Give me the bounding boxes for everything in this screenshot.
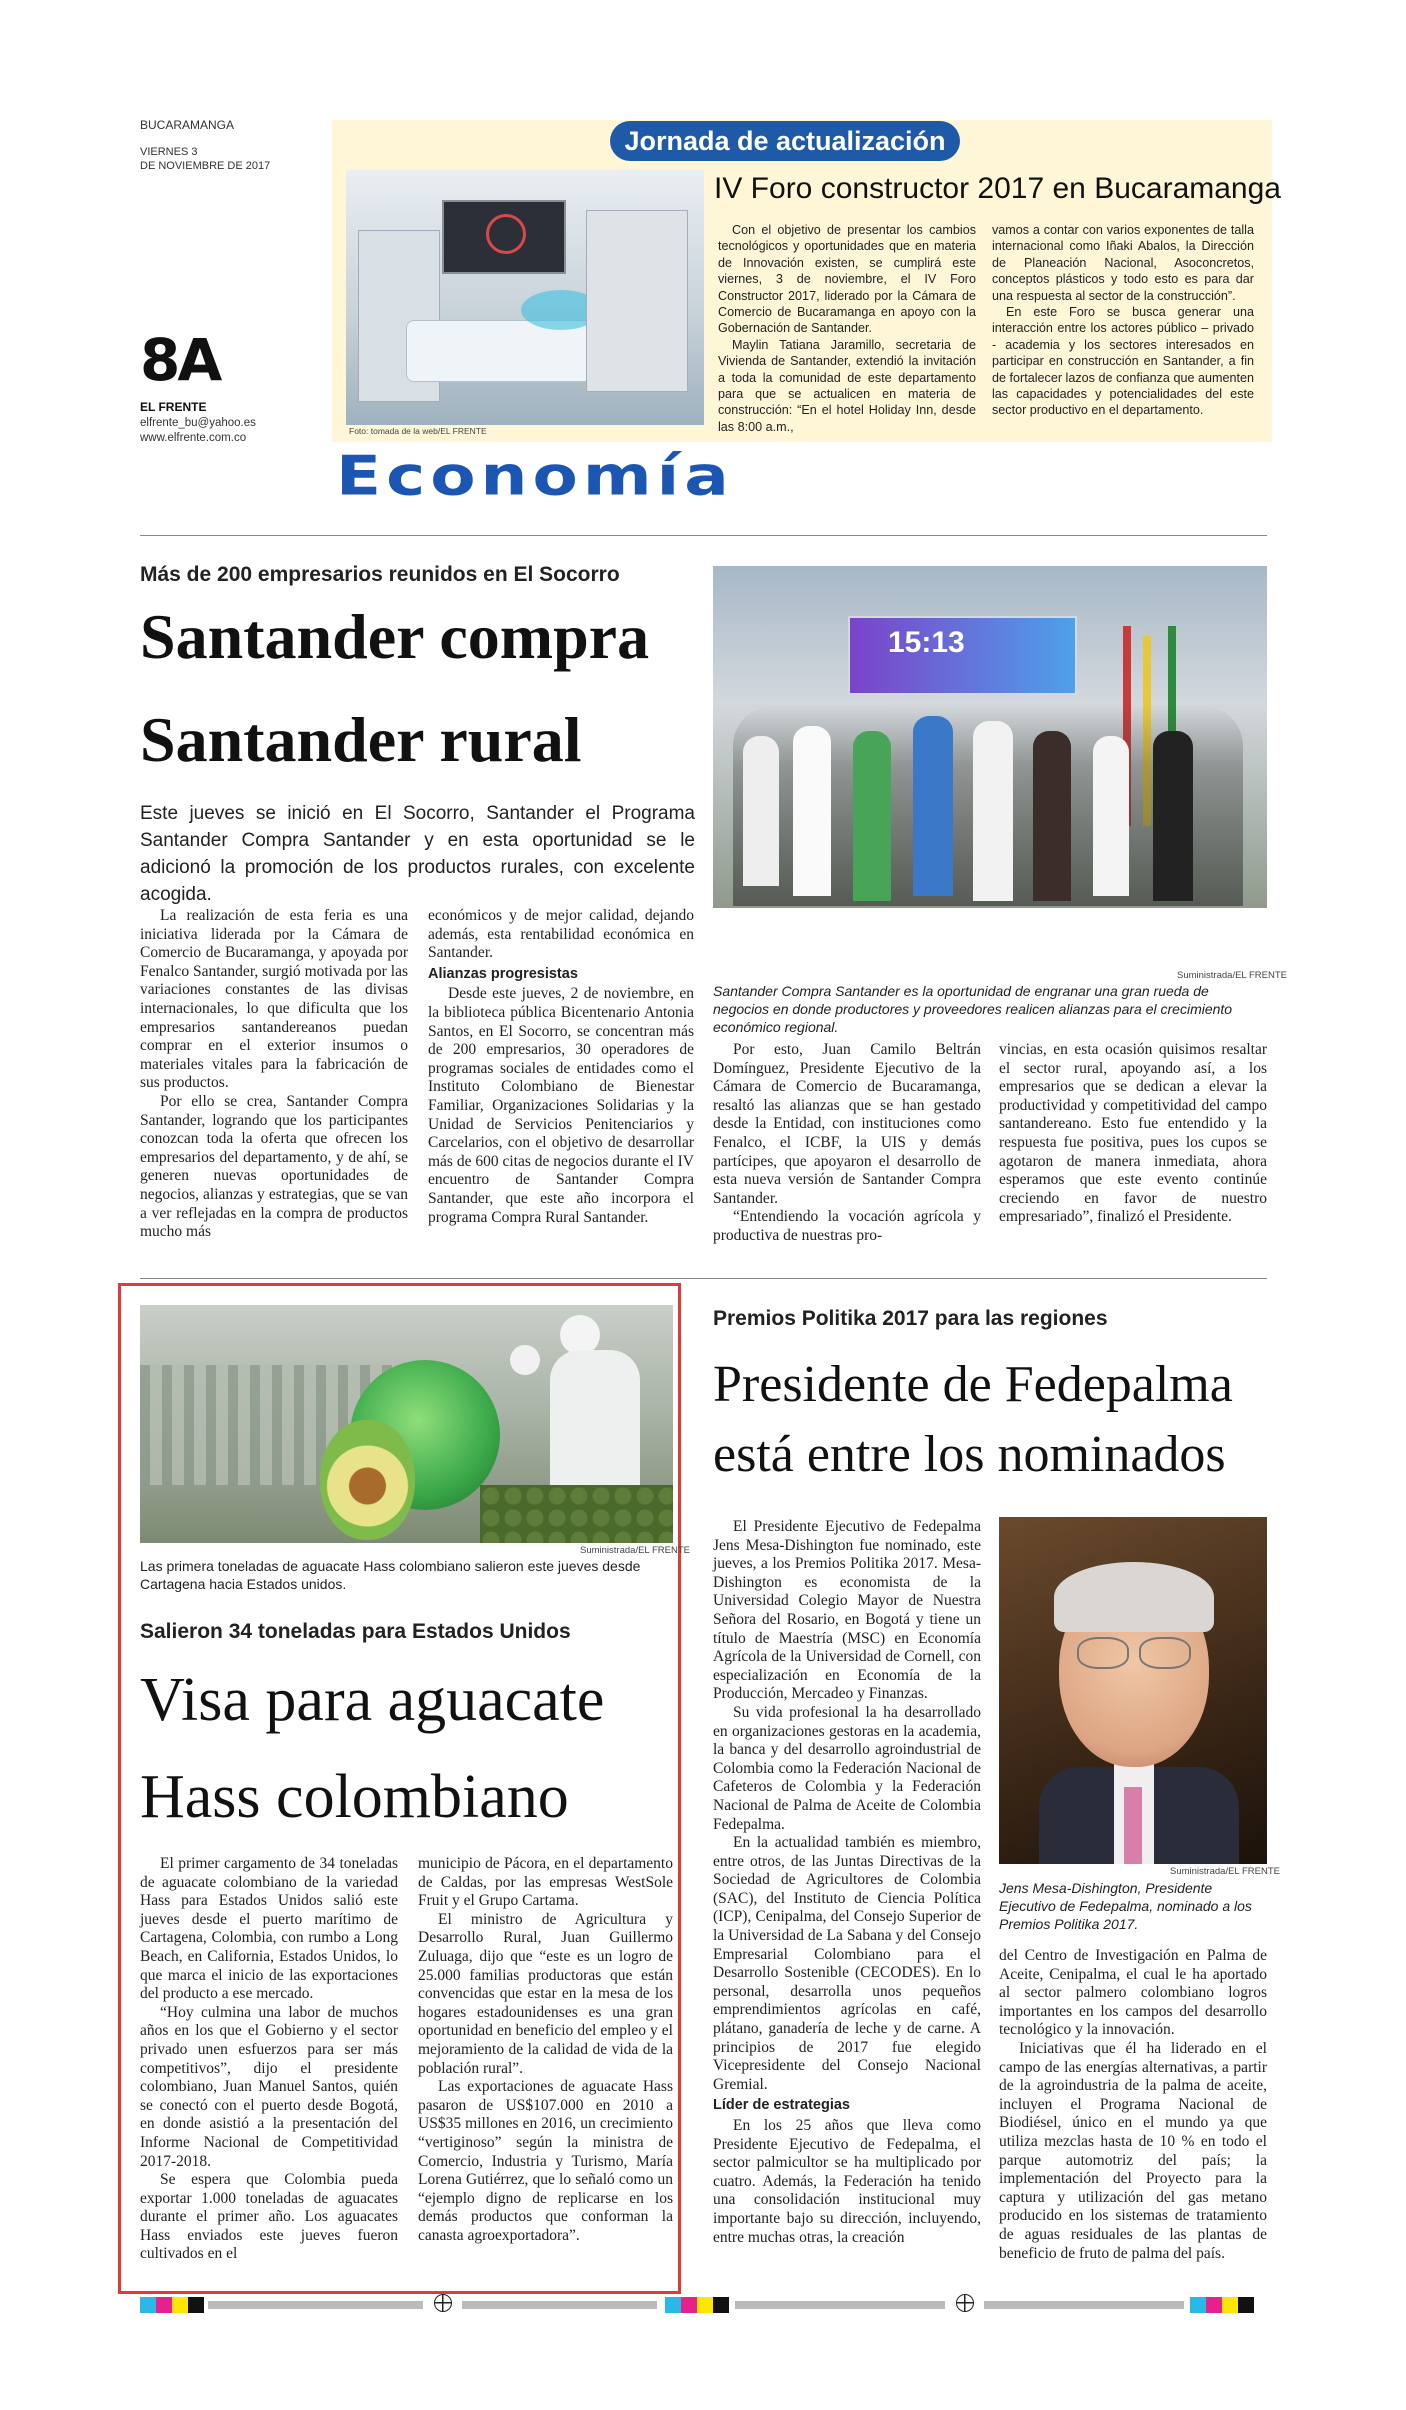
article1-col-4-p1: vincias, en esta ocasión quisimos resaltar el sector rural, apoyando así, a los empresarios que se dedican a elevar la productividad y competitividad del campo santandereano. Esto fue entendido y la respuesta fue positiva, pues los cupos se agotaron de manera inmediata, ahora esperamos que este evento continúe creciendo en favor de nuestro empresariado”, finalizó el Presidente. bbox=[999, 1041, 1267, 1226]
promo-photo-kitchen bbox=[346, 170, 704, 425]
promo-title: IV Foro constructor 2017 en Bucaramanga bbox=[714, 172, 1281, 205]
page-number: 8A bbox=[140, 326, 220, 394]
promo-photo-credit: Foto: tomada de la web/EL FRENTE bbox=[349, 426, 487, 436]
masthead-date: DE NOVIEMBRE DE 2017 bbox=[140, 160, 271, 172]
article1-photo-group bbox=[713, 566, 1267, 908]
article3-col-2-p1: del Centro de Investigación en Palma de Aceite, Cenipalma, el cual le ha aportado al sector palmero colombiano logros importantes en los campos del desarrollo tecnológico y la innovación. bbox=[999, 1947, 1267, 2039]
section-rule bbox=[140, 535, 1267, 536]
paper-email[interactable]: elfrente_bu@yahoo.es bbox=[140, 417, 256, 429]
article3-col-1-p4: En los 25 años que lleva como Presidente Ejecutivo de Fedepalma, el sector palmicultor se ha multiplicado por cuatro. Además, la Federación ha tenido una consolidación institucional muy importante bajo su dirección, incluyendo, entre muchas otras, la creación bbox=[713, 2117, 981, 2246]
article2-headline-1: Visa para aguacate bbox=[140, 1666, 605, 1734]
article1-lead: Este jueves se inició en El Socorro, Santander el Programa Santander Compra Santander y en esta oportunidad se le adicionó la promoción de los productos rurales, con excelente acogida. bbox=[140, 803, 695, 905]
article2-col-1-p1: El primer cargamento de 34 toneladas de aguacate colombiano de la variedad Hass para Estados Unidos salió este jueves desde el puerto marítimo de Cartagena, Colombia, con rumbo a Long Beach, en California, Estados Unidos, lo que marca el inicio de las exportaciones del producto a ese mercado. bbox=[140, 1855, 398, 2003]
article2-photo-credit: Suministrada/EL FRENTE bbox=[580, 1545, 690, 1556]
promo-col-1 bbox=[718, 222, 976, 435]
article1-col-1 bbox=[140, 907, 408, 1242]
article1-col-2-p1: Desde este jueves, 2 de noviembre, en la biblioteca pública Bicentenario Antonia Santos, en El Socorro, se concentran más de 200 empresarios, 30 operadores de programas sociales de entidades como el Instituto Colombiano de Bienestar Familiar, Organizaciones Solidarias y la Unidad de Servicios Penitenciarios y Carcelarios, con el objetivo de desarrollar más de 600 citas de negocios durante el IV encuentro de Santander Compra Santander, que este año incorpora el programa Compra Rural Santander. bbox=[428, 985, 694, 1226]
promo-col-2-p1: vamos a contar con varios exponentes de talla internacional como Iñaki Abalos, la Dirección de Planeación Nacional, Asoconcretos, conceptos plásticos y todo esto es para dar una respuesta al sector de la construcción”. bbox=[992, 223, 1254, 303]
article2-photo-avocado bbox=[140, 1305, 673, 1543]
article1-caption: Santander Compra Santander es la oportunidad de engranar una gran rueda de negocios en donde productores y proveedores realicen alianzas para el crecimiento económico regional. bbox=[713, 983, 1233, 1035]
article2-col-2-p3: Las exportaciones de aguacate Hass pasaron de US$107.000 en 2010 a US$35 millones en 2016, un crecimiento “vertiginoso” según la ministra de Comercio, Industria y Turismo, María Lorena Gutiérrez, que lo señaló como un “ejemplo digno de replicarse en los demás productos que conforman la canasta agroexportadora”. bbox=[418, 2078, 673, 2244]
registration-bar-left bbox=[208, 2301, 423, 2309]
article3-subhead: Líder de estrategias bbox=[713, 2097, 850, 2114]
registration-bar-right bbox=[984, 2301, 1184, 2309]
article3-kicker: Premios Politika 2017 para las regiones bbox=[713, 1307, 1108, 1330]
article1-col-2-p0: económicos y de mejor calidad, dejando además, esta rentabilidad económica en Santander. bbox=[428, 907, 694, 962]
article2-col-2 bbox=[418, 1855, 673, 2245]
registration-crosshair-right-icon bbox=[956, 2294, 974, 2312]
article1-headline-1: Santander compra bbox=[140, 601, 650, 672]
article3-caption: Jens Mesa-Dishington, Presidente Ejecutivo de Fedepalma, nominado a los Premios Politika 2017. bbox=[999, 1880, 1252, 1932]
registration-crosshair-left-icon bbox=[434, 2294, 452, 2312]
article3-col-2 bbox=[999, 1947, 1267, 2263]
article1-col-3-p1: Por esto, Juan Camilo Beltrán Domínguez, Presidente Ejecutivo de la Cámara de Comercio de Bucaramanga, resaltó las alianzas que se han gestado desde la Entidad, con instituciones como Fenalco, el ICBF, la UIS y demás partícipes, que apoyaron el desarrollo de esta nueva versión de Santander Compra Santander. bbox=[713, 1041, 981, 1207]
masthead-day: VIERNES 3 bbox=[140, 146, 198, 158]
article3-col-1-p3: En la actualidad también es miembro, entre otros, de las Juntas Directivas de la Sociedad de Agricultores de Colombia (SAC), del Instituto de Ciencia Política (ICP), Cenipalma, del Consejo Superior de la Universidad de La Sabana y del Consejo Empresarial Colombiano para el Desarrollo Sostenible (CECODES). En lo personal, desarrolla unos pequeños emprendimientos agrícolas en café, plátano, ganadería de leche y de carne. A principios de 2017 fue elegido Vicepresidente del Consejo Nacional Gremial. bbox=[713, 1834, 981, 2093]
article1-headline-2: Santander rural bbox=[140, 704, 582, 775]
article3-col-2-p2: Iniciativas que él ha liderado en el campo de las energías alternativas, a partir de la agroindustria de la palma de aceite, incluyen el Programa Nacional de Biodiésel, único en el mundo ya que utiliza mezclas hasta de 10 % en todo el parque automotriz del país; la implementación del Proyecto para la captura y utilización del gas metano producido en los sistemas de tratamiento de aguas residuales de las plantas de beneficio de fruto de palma del país. bbox=[999, 2039, 1267, 2262]
promo-col-2-p2: En este Foro se busca generar una interacción entre los actores público – privado - academia y los sectores interesados en participar en construcción en Santander, a fin de fortalecer lazos de confianza que aumenten las capacidades y potencialidades del este sector productivo en el departamento. bbox=[992, 305, 1254, 418]
article1-col-1-p2: Por ello se crea, Santander Compra Santander, logrando que los participantes conozcan toda la oferta que ofrecen los empresarios del departamento, y de ahí, se generen nuevas oportunidades de negocios, alianzas y estrategias, que se van a ver reflejadas en la compra de productos mucho más bbox=[140, 1092, 408, 1241]
registration-marks-left bbox=[140, 2297, 204, 2313]
article2-col-1-p2: “Hoy culmina una labor de muchos años en los que el Gobierno y el sector privado unen esfuerzos para ser más competitivos”, dijo el presidente colombiano, Juan Manuel Santos, quién se conectó con el puerto desde Bogotá, en donde asistió a la presentación del Informe Nacional de Competitividad 2017-2018. bbox=[140, 2003, 398, 2170]
article1-bottom-rule bbox=[140, 1278, 1267, 1279]
paper-website[interactable]: www.elfrente.com.co bbox=[140, 432, 247, 444]
article3-headline-2: está entre los nominados bbox=[713, 1426, 1226, 1483]
article2-kicker: Salieron 34 toneladas para Estados Unidos bbox=[140, 1620, 571, 1643]
masthead-city: BUCARAMANGA bbox=[140, 118, 235, 132]
registration-marks-mid bbox=[665, 2297, 729, 2313]
promo-col-1-p1: Con el objetivo de presentar los cambios tecnológicos y oportunidades que en materia de Innovación existen, se cumplirá este viernes, 3 de noviembre, el IV Foro Constructor 2017, liderado por la Cámara de Comercio de Bucaramanga en apoyo con la Gobernación de Santander. bbox=[718, 223, 976, 336]
section-title: Economía bbox=[336, 444, 734, 508]
registration-bar-mid bbox=[462, 2301, 657, 2309]
article2-col-1-p3: Se espera que Colombia pueda exportar 1.000 toneladas de aguacates durante el primer año. Los aguacates Hass enviados este jueves fueron cultivados en el bbox=[140, 2171, 398, 2263]
article2-col-2-p2: El ministro de Agricultura y Desarrollo Rural, Juan Guillermo Zuluaga, dijo que “este es un logro de 25.000 familias productoras que están convencidas que estar en la mesa de los hogares estadounidenses es una gran oportunidad en beneficio del empleo y el mejoramiento de la calidad de vida de la población rural”. bbox=[418, 1910, 673, 2077]
article3-col-1-p2: Su vida profesional la ha desarrollado en organizaciones gestoras en la academia, la banca y del desarrollo agroindustrial de Colombia como la Federación Nacional de Cafeteros de Colombia y la Federación Nacional de Palma de Aceite de Colombia Fedepalma. bbox=[713, 1703, 981, 1833]
article2-headline-2: Hass colombiano bbox=[140, 1763, 569, 1831]
article1-kicker: Más de 200 empresarios reunidos en El Socorro bbox=[140, 563, 620, 586]
article3-headline-1: Presidente de Fedepalma bbox=[713, 1356, 1233, 1413]
promo-col-2 bbox=[992, 222, 1254, 419]
article3-col-1-p1: El Presidente Ejecutivo de Fedepalma Jens Mesa-Dishington fue nominado, este jueves, a los Premios Politika 2017. Mesa-Dishington es economista de la Universidad Colegio Mayor de Nuestra Señora del Rosario, en Bogotá y tiene un título de Maestría (MSC) en Economía Agrícola de la Universidad de Cornell, con especialización en Economía de la Producción, Mercadeo y Finanzas. bbox=[713, 1518, 981, 1703]
article1-col-2 bbox=[428, 907, 694, 1227]
article2-col-2-p1: municipio de Pácora, en el departamento de Caldas, por las empresas WestSole Fruit y el Grupo Cartama. bbox=[418, 1855, 673, 1910]
article2-caption: Las primera toneladas de aguacate Hass colombiano salieron este jueves desde Cartagena hacia Estados unidos. bbox=[140, 1558, 641, 1592]
registration-marks-right bbox=[1190, 2297, 1254, 2313]
article1-photo-credit: Suministrada/EL FRENTE bbox=[1177, 970, 1287, 981]
article3-photo-credit: Suministrada/EL FRENTE bbox=[1170, 1866, 1280, 1877]
article2-col-1 bbox=[140, 1855, 398, 2264]
article1-col-4 bbox=[999, 1041, 1267, 1227]
photo-screen-clock: 15:13 bbox=[888, 626, 965, 659]
article1-subhead: Alianzas progresistas bbox=[428, 965, 578, 982]
article3-col-1 bbox=[713, 1518, 981, 2247]
article1-col-1-p1: La realización de esta feria es una iniciativa liderada por la Cámara de Comercio de Bucaramanga, y apoyada por Fenalco Santander, surgió motivada por las variaciones constantes de las divisas internacionales, lo que dificulta que los empresarios santandereanos puedan comprar en el exterior insumos o materiales vitales para la fabricación de sus productos. bbox=[140, 907, 408, 1092]
article1-col-3-p2: “Entendiendo la vocación agrícola y productiva de nuestras pro- bbox=[713, 1208, 981, 1244]
promo-col-1-p2: Maylin Tatiana Jaramillo, secretaria de Vivienda de Santander, extendió la invitación a toda la comunidad de este departamento para que se actualicen en materia de construcción: “En el hotel Holiday Inn, desde las 8:00 a.m., bbox=[718, 337, 976, 434]
promo-banner: Jornada de actualización bbox=[610, 121, 960, 161]
article1-col-3 bbox=[713, 1041, 981, 1246]
article3-photo-portrait bbox=[999, 1517, 1267, 1864]
paper-name: EL FRENTE bbox=[140, 400, 207, 414]
registration-bar-mid2 bbox=[735, 2301, 945, 2309]
